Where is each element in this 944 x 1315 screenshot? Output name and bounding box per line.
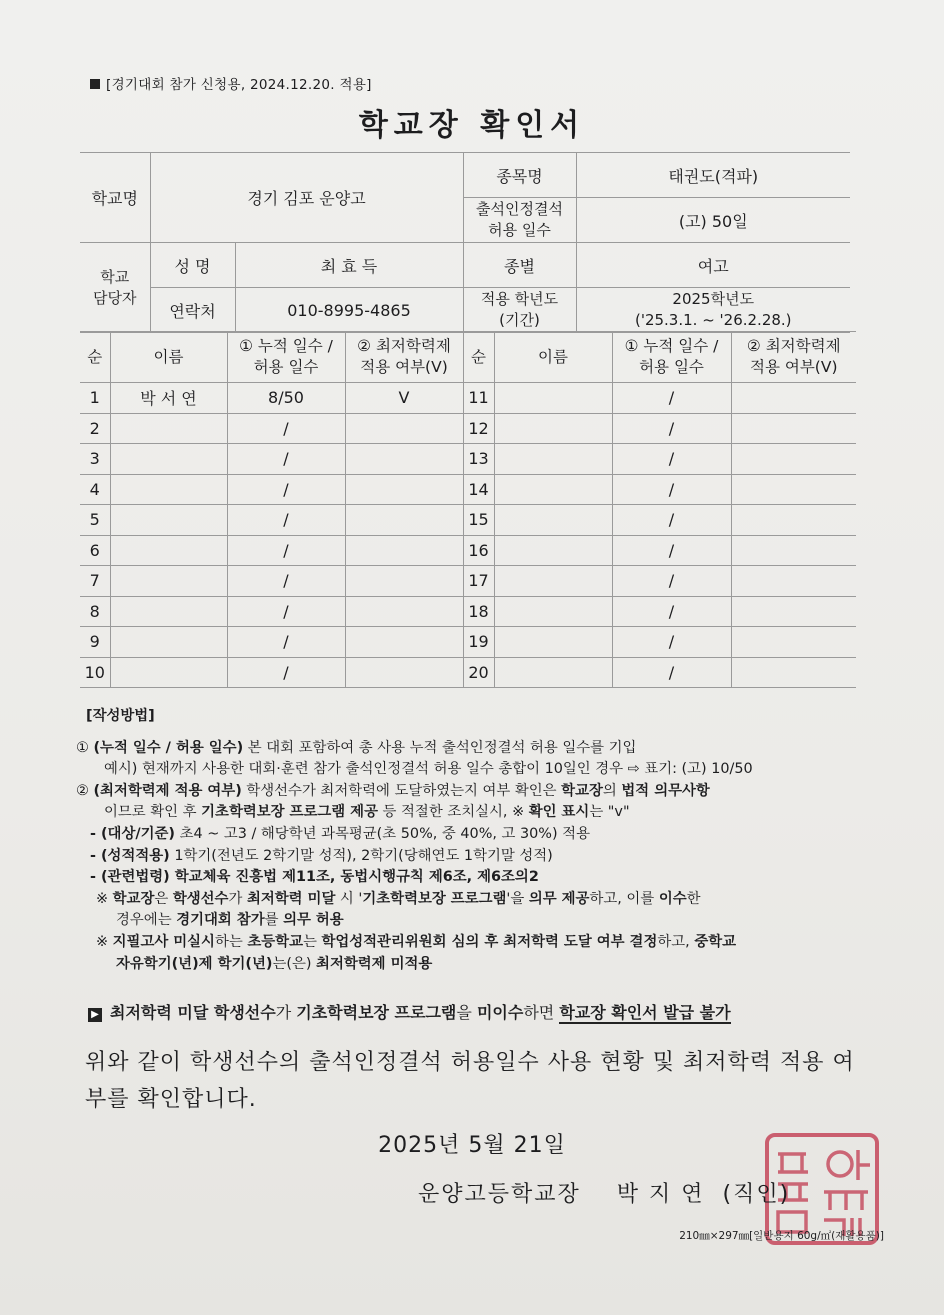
principal-title: 운양고등학교장 — [418, 1182, 581, 1207]
method-title: [작성방법] — [86, 708, 155, 724]
row-no: 4 — [80, 474, 110, 505]
m8m: 한 — [686, 890, 701, 907]
info-table — [80, 152, 850, 333]
row-no: 14 — [463, 474, 494, 505]
row-no: 1 — [80, 383, 110, 414]
contact-value: 010-8995-4865 — [235, 288, 463, 333]
method-l4-text-a: 이므로 확인 후 — [104, 804, 202, 821]
row-min — [345, 474, 463, 505]
row-min — [731, 413, 856, 444]
row-no: 5 — [80, 505, 110, 536]
absence-label — [463, 198, 576, 243]
arrow-box-icon: ▶ — [88, 1008, 102, 1022]
row-name — [494, 566, 612, 597]
method-l4-bold-b: 기초학력보장 프로그램 제공 — [201, 804, 378, 821]
sport-label: 종목명 — [463, 153, 576, 198]
row-min — [731, 627, 856, 658]
header-min-right — [731, 332, 856, 383]
row-days: / — [612, 657, 731, 688]
m10b: 지필고사 미실시 — [112, 933, 215, 950]
school-label: 학교명 — [80, 153, 150, 243]
method-l3-bold-d: 법적 의무사항 — [621, 782, 710, 799]
row-min — [345, 413, 463, 444]
warn-b: 가 — [275, 1003, 297, 1022]
row-name — [494, 535, 612, 566]
m10e: 는 — [302, 933, 322, 950]
row-no: 6 — [80, 535, 110, 566]
table-row — [80, 383, 856, 414]
row-no: 12 — [463, 413, 494, 444]
row-no: 13 — [463, 444, 494, 475]
row-days: / — [227, 535, 345, 566]
warn-e: 미이수 — [476, 1003, 524, 1022]
method-line-1 — [76, 738, 866, 760]
header-note — [90, 73, 372, 93]
method-l3-bold: (최저학력제 적용 여부) — [93, 782, 242, 799]
row-name — [110, 413, 227, 444]
row-min — [731, 505, 856, 536]
row-days: / — [227, 413, 345, 444]
table-row — [80, 474, 856, 505]
header-days — [227, 332, 345, 383]
row-no: 8 — [80, 596, 110, 627]
table-row — [80, 657, 856, 688]
row-min — [345, 444, 463, 475]
header-min-line1: ② 최저학력제 — [357, 337, 451, 355]
row-days: / — [612, 413, 731, 444]
row-min — [731, 566, 856, 597]
method-l1-bold: (누적 일수 / 허용 일수) — [93, 739, 244, 756]
m8f: 최저학력 미달 — [246, 890, 336, 907]
row-days: 8/50 — [227, 383, 345, 414]
row-days: / — [227, 444, 345, 475]
circled-two: ② — [76, 782, 89, 799]
m8j: 의무 제공 — [528, 890, 590, 907]
writing-method — [76, 706, 866, 975]
m8c: 은 — [154, 890, 173, 907]
row-name — [110, 627, 227, 658]
row-no: 2 — [80, 413, 110, 444]
row-name — [110, 505, 227, 536]
row-days: / — [612, 627, 731, 658]
method-line-7 — [76, 867, 866, 889]
circled-one: ① — [76, 739, 89, 756]
school-value: 경기 김포 운양고 — [150, 153, 463, 243]
year-label-line2: (기간) — [499, 311, 540, 329]
table-row — [80, 566, 856, 597]
m8g: 시 ' — [335, 890, 363, 907]
m10a: ※ — [96, 933, 113, 950]
row-days: / — [227, 474, 345, 505]
m8k: 하고, 이를 — [589, 890, 659, 907]
header-name-right: 이름 — [494, 332, 612, 383]
row-name — [494, 413, 612, 444]
method-line-8 — [76, 889, 866, 911]
row-min — [731, 596, 856, 627]
m9b: 경기대회 참가 — [176, 912, 265, 929]
header-min-right-line2: 적용 여부(V) — [749, 358, 838, 376]
row-min — [345, 566, 463, 597]
method-l3-text: 학생선수가 최저학력에 도달하였는지 여부 확인은 — [241, 782, 562, 799]
method-l7-text: 학교체육 진흥법 제11조, 동법시행규칙 제6조, 제6조의2 — [169, 869, 539, 886]
m11b: 는(은) — [272, 955, 317, 972]
row-name — [110, 657, 227, 688]
table-row — [80, 413, 856, 444]
row-days: / — [612, 474, 731, 505]
manager-label-line1: 학교 — [100, 267, 130, 286]
row-no: 19 — [463, 627, 494, 658]
row-name — [494, 505, 612, 536]
year-label-line1: 적용 학년도 — [480, 290, 559, 308]
header-min-right-line1: ② 최저학력제 — [746, 337, 841, 355]
m8e: 가 — [228, 890, 247, 907]
row-no: 18 — [463, 596, 494, 627]
header-no-right: 순 — [463, 332, 494, 383]
method-line-9 — [76, 910, 866, 932]
gender-label: 종별 — [463, 243, 576, 288]
bullet-square-icon — [90, 79, 100, 89]
method-l6-text: 1학기(전년도 2학기말 성적), 2학기(당해연도 1학기말 성적) — [169, 847, 553, 864]
row-name — [110, 566, 227, 597]
row-min — [731, 474, 856, 505]
row-name — [110, 444, 227, 475]
warn-f: 하면 — [523, 1003, 560, 1022]
method-line-2: 예시) 현재까지 사용한 대회·훈련 참가 출석인정결석 허용 일수 총합이 10일인 경우 ⇨ 표기: (고) 10/50 — [104, 761, 753, 778]
method-l5-text: 초4 ~ 고3 / 해당학년 과목평균(초 50%, 중 40%, 고 30%) 적용 — [175, 825, 590, 842]
method-l3-text-c: 의 — [602, 782, 622, 799]
m10d: 초등학교 — [247, 933, 303, 950]
row-name — [494, 444, 612, 475]
method-l5-bold: - (대상/기준) — [90, 825, 175, 842]
year-value-line2: ('25.3.1. ~ '26.2.28.) — [634, 311, 792, 329]
row-min — [731, 383, 856, 414]
warn-g: 학교장 확인서 발급 불가 — [559, 1003, 731, 1022]
row-min: V — [345, 383, 463, 414]
year-value — [576, 288, 850, 333]
row-name — [494, 657, 612, 688]
header-days-line2: 허용 일수 — [253, 358, 319, 376]
row-min — [345, 505, 463, 536]
row-name — [110, 535, 227, 566]
absence-value: (고) 50일 — [576, 198, 850, 243]
gender-value: 여고 — [576, 243, 850, 288]
row-no: 7 — [80, 566, 110, 597]
method-l4-text-c: 등 적절한 조치실시, ※ — [377, 804, 529, 821]
row-no: 15 — [463, 505, 494, 536]
method-line-11 — [76, 954, 866, 976]
m8b: 학교장 — [112, 890, 155, 907]
table-row — [80, 535, 856, 566]
method-l1-text: 본 대회 포함하여 총 사용 누적 출석인정결석 허용 일수를 기입 — [243, 739, 637, 756]
m8h: 기초학력보장 프로그램 — [362, 890, 507, 907]
header-min — [345, 332, 463, 383]
absence-label-line1: 출석인정결석 — [476, 200, 563, 218]
m9c: 를 — [264, 912, 284, 929]
row-no: 20 — [463, 657, 494, 688]
row-name — [494, 383, 612, 414]
method-line-3 — [76, 781, 866, 803]
row-days: / — [612, 505, 731, 536]
year-label — [463, 288, 576, 333]
warn-a: 최저학력 미달 학생선수 — [110, 1003, 276, 1022]
m8a: ※ — [96, 890, 113, 907]
row-days: / — [612, 566, 731, 597]
row-min — [731, 444, 856, 475]
header-name: 이름 — [110, 332, 227, 383]
row-name — [494, 596, 612, 627]
row-days: / — [612, 596, 731, 627]
method-l6-bold: - (성적적용) — [90, 847, 170, 864]
name-value: 최 효 득 — [235, 243, 463, 288]
header-days-line1: ① 누적 일수 / — [239, 337, 333, 355]
row-name — [494, 474, 612, 505]
table-row — [80, 505, 856, 536]
principal-signature — [418, 1177, 790, 1208]
m10g: 하고, — [657, 933, 695, 950]
warning-line — [88, 1000, 731, 1023]
name-label: 성 명 — [150, 243, 235, 288]
method-l3-bold-b: 학교장 — [561, 782, 603, 799]
manager-label-line2: 담당자 — [93, 288, 137, 307]
header-days-right-line1: ① 누적 일수 / — [624, 337, 719, 355]
method-line-6 — [76, 846, 866, 868]
row-min — [345, 657, 463, 688]
row-days: / — [227, 566, 345, 597]
m9a: 경우에는 — [116, 912, 177, 929]
row-days: / — [612, 535, 731, 566]
sport-value: 태권도(격파) — [576, 153, 850, 198]
row-name — [110, 596, 227, 627]
issue-date: 2025년 5월 21일 — [378, 1133, 566, 1158]
absence-label-line2: 허용 일수 — [488, 221, 551, 239]
row-name — [494, 627, 612, 658]
row-name — [110, 474, 227, 505]
row-no: 17 — [463, 566, 494, 597]
row-days: / — [227, 627, 345, 658]
header-no: 순 — [80, 332, 110, 383]
row-days: / — [227, 657, 345, 688]
warn-d: 을 — [456, 1003, 477, 1022]
method-line-5 — [76, 824, 866, 846]
m8i: '을 — [506, 890, 529, 907]
header-days-right-line2: 허용 일수 — [639, 358, 704, 376]
table-row — [80, 444, 856, 475]
seal-label: (직인) — [722, 1182, 791, 1207]
principal-name: 박 지 연 — [616, 1182, 705, 1207]
method-l4-text-e: 는 "v" — [589, 804, 630, 821]
m8l: 이수 — [658, 890, 687, 907]
row-no: 10 — [80, 657, 110, 688]
m10c: 하는 — [214, 933, 248, 950]
manager-label — [80, 243, 150, 333]
warn-c: 기초학력보장 프로그램 — [296, 1003, 457, 1022]
m11a: 자유학기(년)제 학기(년) — [116, 955, 273, 972]
header-note-text: [경기대회 참가 신청용, 2024.12.20. 적용] — [106, 77, 372, 93]
confirmation-statement: 위와 같이 학생선수의 출석인정결석 허용일수 사용 현황 및 최저학력 적용 여부를 확인합니다. — [85, 1050, 855, 1112]
header-min-line2: 적용 여부(V) — [360, 358, 448, 376]
row-min — [345, 535, 463, 566]
row-days: / — [612, 383, 731, 414]
roster-header-row — [80, 332, 856, 383]
row-min — [345, 596, 463, 627]
method-l4-bold-d: 확인 표시 — [528, 804, 590, 821]
row-min — [345, 627, 463, 658]
paper-spec-footer: 210㎜×297㎜[일반용지 60g/㎡(재활용품)] — [679, 1230, 884, 1242]
row-no: 11 — [463, 383, 494, 414]
row-no: 9 — [80, 627, 110, 658]
row-no: 3 — [80, 444, 110, 475]
document-title: 학교장 확인서 — [358, 108, 586, 143]
row-no: 16 — [463, 535, 494, 566]
method-l7-bold: - (관련법령) — [90, 869, 170, 886]
table-row — [80, 596, 856, 627]
year-value-line1: 2025학년도 — [672, 290, 755, 308]
row-days: / — [227, 596, 345, 627]
row-min — [731, 657, 856, 688]
row-days: / — [612, 444, 731, 475]
method-line-10 — [76, 932, 866, 954]
m8d: 학생선수 — [172, 890, 229, 907]
m10f: 학업성적관리위원회 심의 후 최저학력 도달 여부 결정 — [321, 933, 658, 950]
row-days: / — [227, 505, 345, 536]
row-name: 박 서 연 — [110, 383, 227, 414]
m11c: 최저학력제 미적용 — [316, 955, 433, 972]
contact-label: 연락처 — [150, 288, 235, 333]
header-days-right — [612, 332, 731, 383]
row-min — [731, 535, 856, 566]
method-line-4 — [76, 802, 866, 824]
m9d: 의무 허용 — [283, 912, 344, 929]
m10h: 중학교 — [694, 933, 737, 950]
roster-table — [80, 331, 856, 688]
table-row — [80, 627, 856, 658]
